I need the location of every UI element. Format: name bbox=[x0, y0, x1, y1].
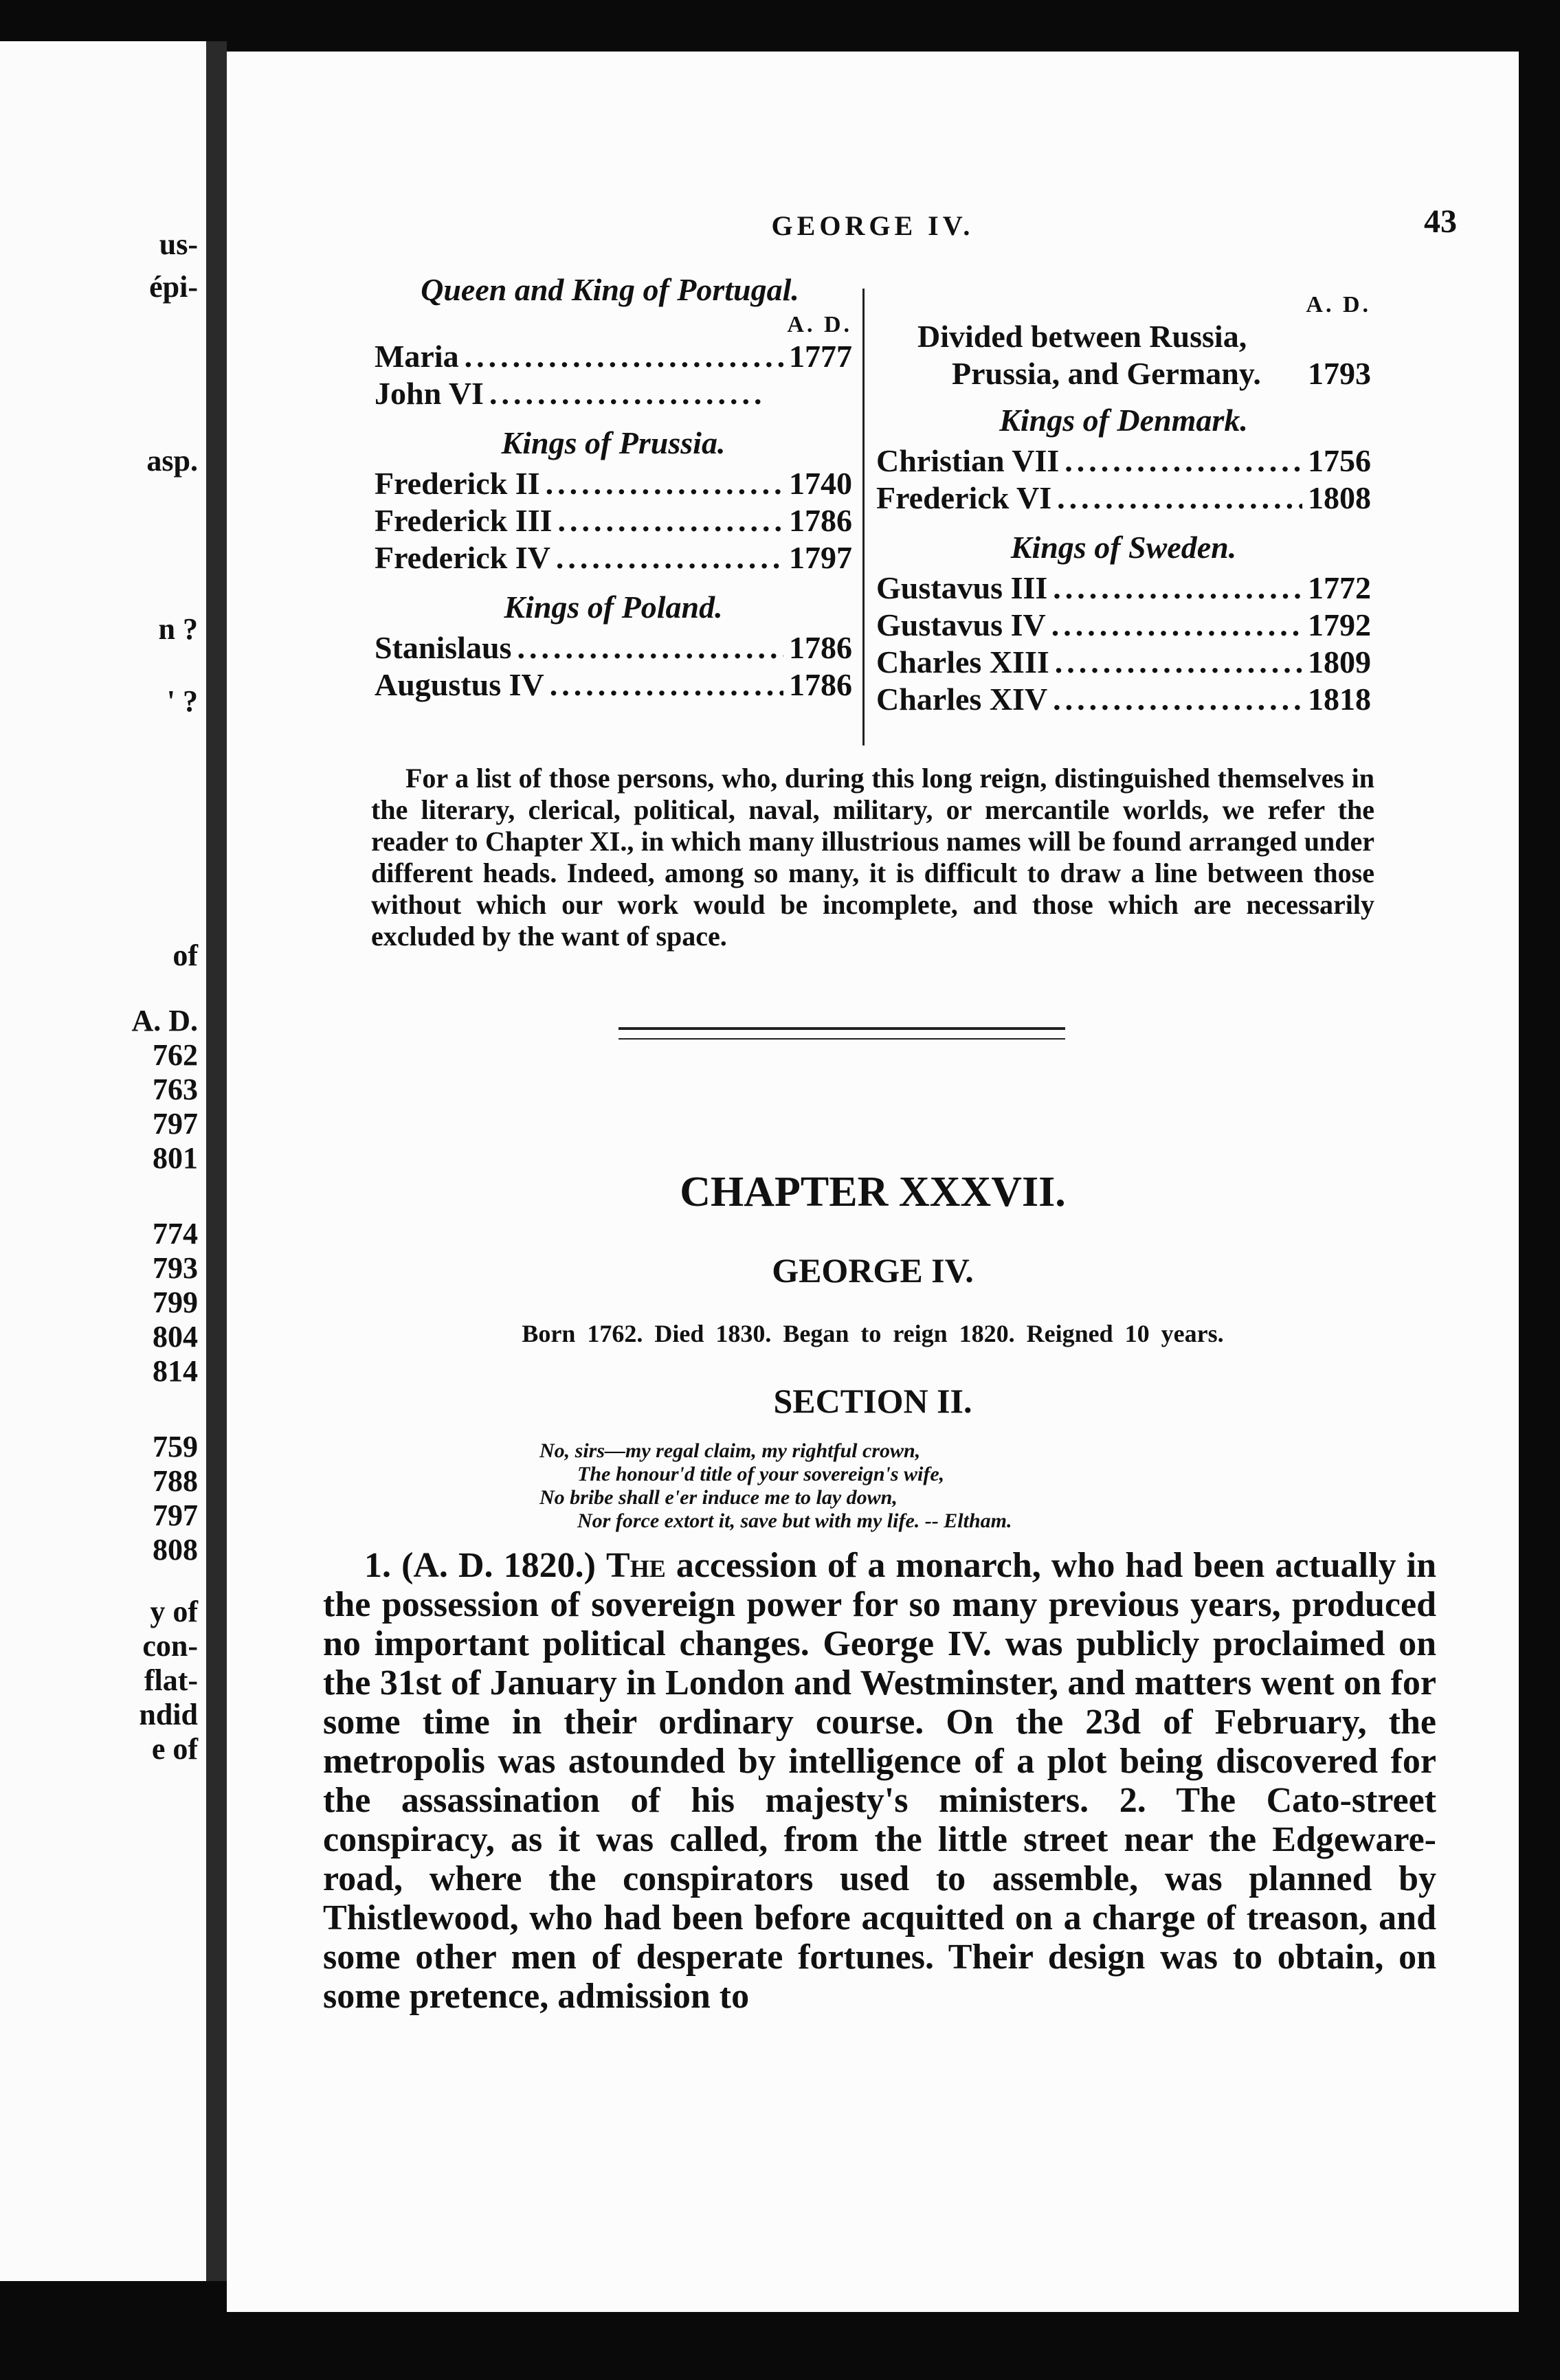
left-page-text-fragment: 814 bbox=[153, 1354, 198, 1388]
section-heading-poland: Kings of Poland. bbox=[504, 590, 723, 625]
partition-note-line2: Prussia, and Germany. 1793 bbox=[952, 356, 1371, 391]
body-paragraph bbox=[323, 1546, 1436, 2016]
left-page-text-fragment: e of bbox=[151, 1732, 198, 1766]
list-item: Charles XIV ..... 1818 bbox=[876, 681, 1371, 718]
left-page-text-fragment: 797 bbox=[153, 1498, 198, 1532]
running-head: GEORGE IV. bbox=[771, 210, 974, 241]
left-page-text-fragment: ' ? bbox=[166, 684, 198, 718]
list-item: Stanislaus ..... 1786 bbox=[375, 629, 852, 666]
left-page-text-fragment: 759 bbox=[153, 1430, 198, 1463]
main-page bbox=[227, 52, 1519, 2312]
left-page-text-fragment: 763 bbox=[153, 1073, 198, 1106]
divider-rule bbox=[619, 1038, 1065, 1040]
left-page-text-fragment: y of bbox=[150, 1595, 198, 1628]
list-item: Christian VII ..... 1756 bbox=[876, 442, 1371, 480]
section-title: SECTION II. bbox=[773, 1382, 972, 1420]
list-item: Charles XIII ..... 1809 bbox=[876, 644, 1371, 681]
paragraph-text: accession of a monarch, who had been actually in the possession of sovereign power for so many previous years, produced no important political changes. George IV. was publicly proclaimed on the 31st of January in London and Westminster, and matters went on for some time in their ordinary course. On the 23d of February, the metropolis was astounded by intelligence of a plot being discovered for the assassination of his majesty's ministers. 2. The Cato-street conspiracy, as it was called, from the little street near the Edgeware-road, where the conspirators used to assemble, was planned by Thistlewood, who had been before acquitted on a charge of treason, and some other men of desperate fortunes. Their design was to obtain, on some pretence, admission to bbox=[323, 1546, 1437, 2016]
list-item: Frederick IV ..... 1797 bbox=[375, 539, 852, 576]
ad-label-right: A. D. bbox=[1306, 292, 1371, 317]
left-page-text-fragment: A. D. bbox=[131, 1004, 198, 1037]
column-divider bbox=[862, 289, 865, 745]
left-page-text-fragment: flat- bbox=[144, 1663, 198, 1697]
left-page-text-fragment: 774 bbox=[153, 1217, 198, 1250]
list-item: Frederick VI ..... 1808 bbox=[876, 480, 1371, 517]
left-page-text-fragment: us- bbox=[159, 227, 198, 261]
left-page-text-fragment: 808 bbox=[153, 1533, 198, 1567]
paragraph-lead: 1. (A. D. 1820.) bbox=[364, 1546, 596, 1585]
left-page-text-fragment: 799 bbox=[153, 1286, 198, 1319]
list-item: Frederick II ..... 1740 bbox=[375, 465, 852, 502]
list-item: Gustavus IV ..... 1792 bbox=[876, 607, 1371, 644]
left-page-text-fragment: ndid bbox=[139, 1698, 198, 1731]
left-column bbox=[375, 271, 852, 704]
epigraph-line: No bribe shall e'er induce me to lay down, bbox=[539, 1486, 898, 1509]
left-page-text-fragment: 762 bbox=[153, 1038, 198, 1072]
divider-rule bbox=[619, 1027, 1065, 1030]
left-facing-page bbox=[0, 41, 206, 2281]
note-paragraph: For a list of those persons, who, during this long reign, distinguished themselves in the literary, clerical, political, naval, military, or mercantile worlds, we refer the reader to Chapter XI., in which many illustrious names will be found arranged under different heads. Indeed, among so many, it is difficult to draw a line between those without which our work would be incomplete, and those which are necessarily excluded by the want of space. bbox=[371, 763, 1374, 952]
chapter-dates: Born 1762. Died 1830. Began to reign 1820. Reigned 10 years. bbox=[522, 1320, 1224, 1347]
left-page-text-fragment: 788 bbox=[153, 1464, 198, 1498]
right-column bbox=[876, 292, 1371, 718]
book-gutter bbox=[206, 41, 227, 2281]
list-item: Gustavus III ..... 1772 bbox=[876, 570, 1371, 607]
left-page-text-fragment: 801 bbox=[153, 1141, 198, 1175]
section-heading-prussia: Kings of Prussia. bbox=[501, 425, 726, 460]
left-page-text-fragment: 797 bbox=[153, 1107, 198, 1141]
partition-note-line1: Divided between Russia, bbox=[917, 319, 1247, 354]
epigraph-line: The honour'd title of your sovereign's wife, bbox=[577, 1463, 945, 1485]
page-number: 43 bbox=[1424, 203, 1457, 240]
left-page-text-fragment: asp. bbox=[146, 444, 198, 478]
list-item: Augustus IV ..... 1786 bbox=[375, 666, 852, 704]
epigraph-line: No, sirs—my regal claim, my rightful crown, bbox=[539, 1439, 921, 1462]
first-word: The bbox=[606, 1546, 666, 1585]
list-item: John VI ..... bbox=[375, 375, 852, 412]
left-page-text-fragment: épi- bbox=[149, 270, 198, 304]
left-page-text-fragment: of bbox=[172, 939, 198, 972]
section-heading-denmark: Kings of Denmark. bbox=[999, 403, 1248, 438]
list-item: Frederick III ..... 1786 bbox=[375, 502, 852, 539]
section-heading-portugal: Queen and King of Portugal. bbox=[421, 272, 799, 307]
epigraph bbox=[539, 1439, 1012, 1533]
list-item: Maria ..... 1777 bbox=[375, 338, 852, 375]
section-heading-sweden: Kings of Sweden. bbox=[1010, 530, 1237, 565]
epigraph-line: Nor force extort it, save but with my life. -- Eltham. bbox=[577, 1509, 1012, 1532]
ad-label-left: A. D. bbox=[787, 312, 852, 337]
left-page-text-fragment: n ? bbox=[158, 612, 198, 646]
left-page-text-fragment: 804 bbox=[153, 1320, 198, 1354]
left-page-text-fragment: con- bbox=[142, 1629, 198, 1663]
chapter-subtitle: GEORGE IV. bbox=[772, 1251, 974, 1290]
chapter-title: CHAPTER XXXVII. bbox=[680, 1169, 1066, 1215]
left-page-text-fragment: 793 bbox=[153, 1251, 198, 1285]
